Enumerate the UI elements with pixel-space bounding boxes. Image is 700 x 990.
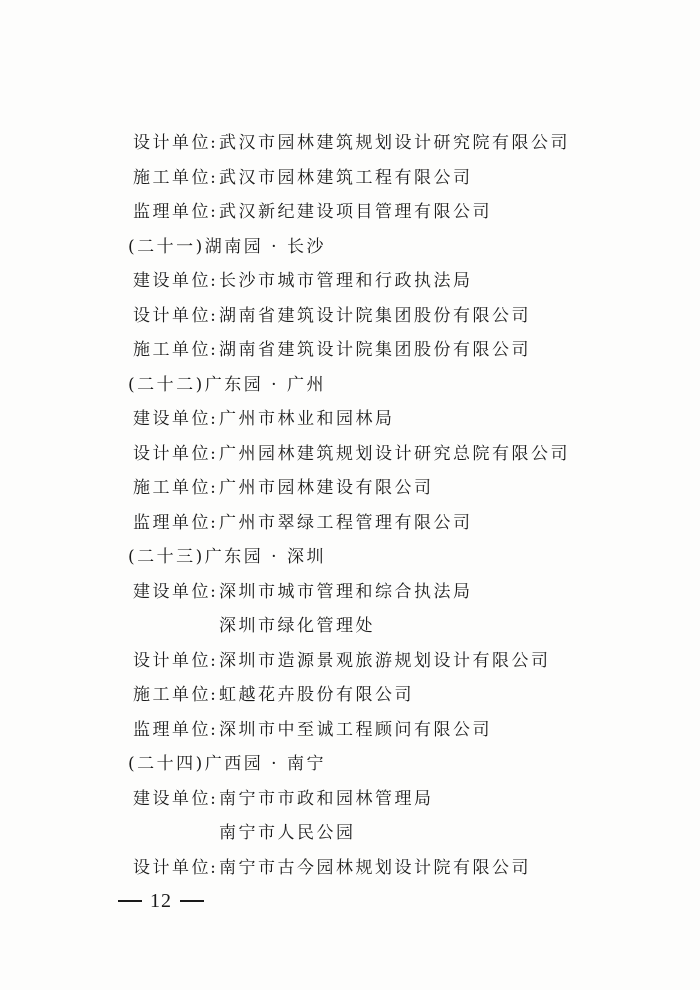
- entry-colon: :: [210, 719, 216, 740]
- entry-value: 武汉新纪建设项目管理有限公司: [219, 202, 492, 222]
- entry-line: [0, 851, 700, 886]
- entry-value: 广州市园林建设有限公司: [219, 478, 434, 498]
- entry-line: [0, 713, 700, 748]
- entry-line: [0, 575, 700, 610]
- entry-label: 监理单位: [133, 719, 211, 740]
- entry-label: 施工单位: [133, 685, 211, 705]
- entry-line: [0, 264, 700, 299]
- entry-label: 监理单位: [133, 512, 211, 533]
- entry-label: 施工单位: [133, 340, 211, 360]
- entry-label: 设计单位: [133, 857, 211, 878]
- entry-label: 施工单位: [133, 167, 211, 188]
- entry-label: 设计单位: [133, 305, 211, 326]
- entry-value: 深圳市绿化管理处: [219, 616, 375, 636]
- entry-line: [0, 644, 700, 679]
- entry-colon: :: [210, 512, 216, 533]
- entry-value: 南宁市人民公园: [219, 823, 356, 843]
- section-heading-text: (二十一)湖南园 · 长沙: [128, 236, 326, 257]
- entry-line: [0, 782, 700, 817]
- entry-line: [0, 471, 700, 506]
- entry-value: 南宁市古今园林规划设计院有限公司: [219, 857, 531, 878]
- entry-label: 建设单位: [133, 788, 211, 809]
- section-heading: [0, 747, 700, 782]
- entry-label: 设计单位: [133, 133, 211, 153]
- entry-line: [0, 333, 700, 368]
- entry-colon: :: [210, 581, 216, 602]
- entry-line: [0, 506, 700, 541]
- entry-value: 广州市林业和园林局: [219, 409, 395, 429]
- page-number: 12: [150, 890, 172, 912]
- entry-value: 湖南省建筑设计院集团股份有限公司: [219, 340, 531, 360]
- entry-list: [0, 126, 700, 885]
- entry-value: 深圳市城市管理和综合执法局: [219, 581, 473, 602]
- entry-label: 施工单位: [133, 478, 211, 498]
- entry-value: 湖南省建筑设计院集团股份有限公司: [219, 305, 531, 326]
- entry-colon: :: [210, 271, 216, 291]
- entry-colon: :: [210, 202, 216, 222]
- entry-label: 建设单位: [133, 409, 211, 429]
- entry-label: 设计单位: [133, 650, 211, 671]
- entry-line: [0, 126, 700, 161]
- entry-colon: :: [210, 305, 216, 326]
- entry-label: 建设单位: [133, 581, 211, 602]
- page-footer: [110, 889, 212, 913]
- entry-colon: :: [210, 133, 216, 153]
- entry-value: 广州园林建筑规划设计研究总院有限公司: [219, 443, 570, 464]
- section-heading-text: (二十四)广西园 · 南宁: [128, 754, 326, 774]
- entry-colon: :: [210, 650, 216, 671]
- entry-label: 监理单位: [133, 202, 211, 222]
- section-heading: [0, 540, 700, 575]
- entry-line: [0, 161, 700, 196]
- entry-value: 武汉市园林建筑规划设计研究院有限公司: [219, 133, 570, 153]
- entry-continuation-line: [0, 816, 700, 851]
- entry-value: 南宁市市政和园林管理局: [219, 788, 434, 809]
- entry-line: [0, 402, 700, 437]
- section-heading-text: (二十三)广东园 · 深圳: [128, 547, 326, 567]
- entry-colon: :: [210, 340, 216, 360]
- entry-value: 广州市翠绿工程管理有限公司: [219, 512, 473, 533]
- footer-dash-left: [118, 900, 142, 901]
- entry-colon: :: [210, 409, 216, 429]
- entry-line: [0, 437, 700, 472]
- entry-value: 虹越花卉股份有限公司: [219, 685, 414, 705]
- entry-colon: :: [210, 685, 216, 705]
- entry-line: [0, 678, 700, 713]
- entry-colon: :: [210, 788, 216, 809]
- entry-colon: :: [210, 478, 216, 498]
- entry-colon: :: [210, 857, 216, 878]
- entry-line: [0, 195, 700, 230]
- entry-continuation-line: [0, 609, 700, 644]
- entry-value: 武汉市园林建筑工程有限公司: [219, 167, 473, 188]
- entry-value: 长沙市城市管理和行政执法局: [219, 271, 473, 291]
- entry-value: 深圳市造源景观旅游规划设计有限公司: [219, 650, 551, 671]
- section-heading-text: (二十二)广东园 · 广州: [128, 374, 326, 395]
- entry-line: [0, 299, 700, 334]
- entry-colon: :: [210, 443, 216, 464]
- entry-label: 设计单位: [133, 443, 211, 464]
- footer-dash-right: [180, 900, 204, 901]
- section-heading: [0, 230, 700, 265]
- entry-colon: :: [210, 167, 216, 188]
- section-heading: [0, 368, 700, 403]
- entry-value: 深圳市中至诚工程顾问有限公司: [219, 719, 492, 740]
- entry-label: 建设单位: [133, 271, 211, 291]
